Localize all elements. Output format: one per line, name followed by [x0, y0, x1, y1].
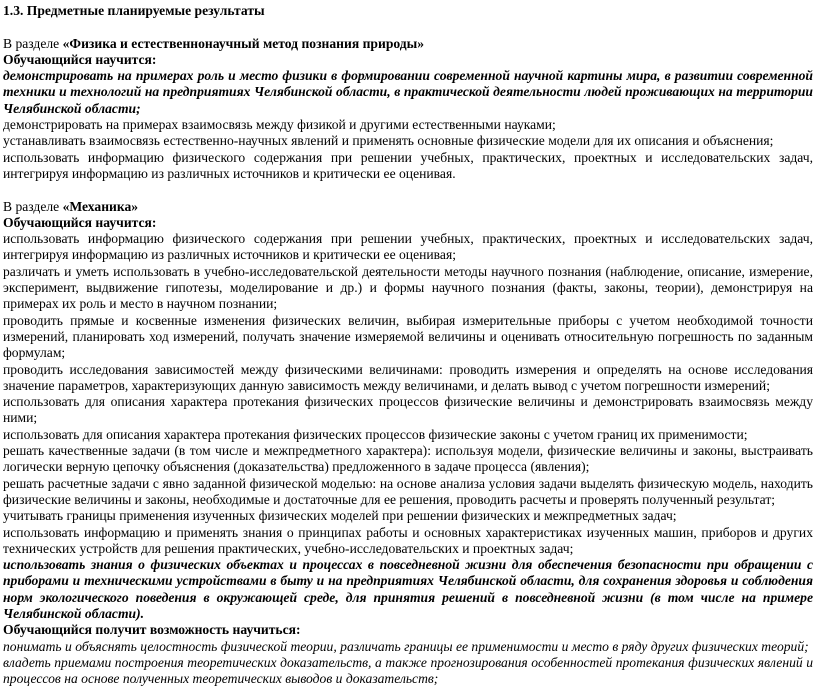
section-2-intro — [3, 199, 813, 215]
section-2-item-7: решать качественные задачи (в том числе и межпредметного характера): используя модели, физические величины и законы, выстраивать логически верную цепочку объяснения (доказательства) предложенного в задаче процесса (явления); — [3, 443, 813, 475]
section-2-item-6: использовать для описания характера протекания физических процессов физические законы с учетом границ их применимости; — [3, 426, 748, 442]
section-2-opportunity-label: Обучающийся получит возможность научиться: — [3, 622, 301, 638]
section-2-opportunity-item-1: понимать и объяснять целостность физической теории, различать границы ее применимости и место в ряду других физических теорий; — [3, 638, 809, 654]
section-2-prefix: В разделе — [3, 198, 63, 214]
section-2-item-9: учитывать границы применения изученных физических моделей при решении физических и межпредметных задач; — [3, 508, 677, 524]
section-2-item-4: проводить исследования зависимостей между физическими величинами: проводить измерения и определять на основе исследования значение параметров, характеризующих данную зависимость между величинами, и делать вывод с учетом погрешности измерений; — [3, 361, 813, 393]
section-2-item-2: различать и уметь использовать в учебно-исследовательской деятельности методы научного познания (наблюдение, описание, измерение, эксперимент, выдвижение гипотезы, моделирование и др.) и формы научного познания (факты, законы, теории), демонстрируя на примерах их роль и место в научном познании; — [3, 263, 813, 312]
section-2-title: «Механика» — [62, 198, 139, 214]
section-1-title: «Физика и естественнонаучный метод познания природы» — [62, 35, 425, 51]
section-1-prefix: В разделе — [3, 35, 63, 51]
section-2-item-8: решать расчетные задачи с явно заданной физической моделью: на основе анализа условия задачи выделять физическую модель, находить физические величины и законы, необходимые и достаточные для ее решения, проводить расчеты и проверять полученный результат; — [3, 475, 813, 507]
section-1-item-4: использовать информацию физического содержания при решении учебных, практических, проектных и исследовательских задач, интегрируя информацию из различных источников и критически ее оценивая. — [3, 149, 813, 181]
section-heading: 1.3. Предметные планируемые результаты — [3, 3, 265, 18]
spacer — [3, 182, 813, 198]
spacer — [3, 19, 813, 35]
section-2-opportunity-item-2: владеть приемами построения теоретических доказательств, а также прогнозирования особенностей протекания физических явлений и процессов на основе полученных теоретических выводов и доказательств; — [3, 654, 813, 687]
section-1-learns-label: Обучающийся научится: — [3, 51, 157, 67]
section-2-item-3: проводить прямые и косвенные изменения физических величин, выбирая измерительные приборы с учетом необходимой точности измерений, планировать ход измерений, получать значение измеряемой величины и оценивать относительную погрешность по заданным формулам; — [3, 312, 813, 361]
section-2-item-11: использовать знания о физических объектах и процессах в повседневной жизни для обеспечения безопасности при обращении с приборами и техническими устройствами в быту и на предприятиях Челябинской области, для сохранения здоровья и соблюдения норм экологического поведения в окружающей среде, для принятия решений в повседневной жизни (в том числе на примере Челябинской области). — [3, 557, 813, 621]
section-2-item-10: использовать информацию и применять знания о принципах работы и основных характеристиках изученных машин, приборов и других технических устройств для решения практических, учебно-исследовательских и проектных задач; — [3, 524, 813, 556]
section-2-item-1: использовать информацию физического содержания при решении учебных, практических, проектных и исследовательских задач, интегрируя информацию из различных источников и критически ее оценивая; — [3, 231, 813, 263]
section-1-item-3: устанавливать взаимосвязь естественно-научных явлений и применять основные физические модели для их описания и объяснения; — [3, 133, 774, 149]
section-2-learns-label: Обучающийся научится: — [3, 214, 157, 230]
section-1-intro — [3, 36, 813, 52]
section-2-item-5: использовать для описания характера протекания физических процессов физические величины и демонстрировать взаимосвязь между ними; — [3, 394, 813, 426]
section-1-item-1: демонстрировать на примерах роль и место физики в формировании современной научной картины мира, в развитии современной техники и технологий на предприятиях Челябинской области, в практической деятельности людей проживающих на территории Челябинской области; — [3, 68, 813, 116]
section-1-item-2: демонстрировать на примерах взаимосвязь между физикой и другими естественными науками; — [3, 117, 556, 133]
